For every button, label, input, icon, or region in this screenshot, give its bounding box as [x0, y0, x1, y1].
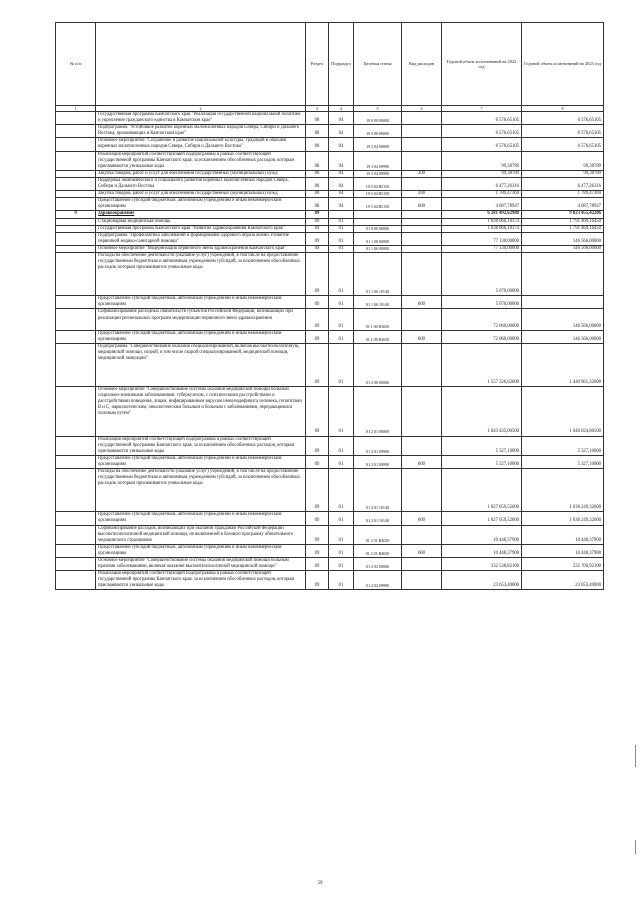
row-expense-type — [402, 252, 442, 295]
table-row — [56, 198, 604, 211]
row-name: Основное мероприятие "Модернизация первичного звена здравоохранения Камчатского края" — [96, 245, 306, 252]
row-name: Реализация мероприятий соответствующей подпрограммы в рамках соответствующей государственной программы Камчатского края, за исключением обособленных расходов, которым присваиваются уникальные коды — [96, 151, 306, 170]
row-amount-2023: 146 566,00000 — [522, 309, 604, 330]
row-name: Софинансирование расходов, возникающих при оказании гражданам Российской Федерации высокотехнологичной медицинской помощи, не включенной в базовую программу обязательного медицинского страхования — [96, 525, 306, 544]
row-amount-2023: 6 576,65105 — [522, 138, 604, 151]
row-amount-2023: 1 046 024,80500 — [522, 387, 604, 436]
row-name: Предоставление субсидий бюджетным, автономным учреждениям и иным некоммерческим организациям — [96, 544, 306, 557]
row-expense-type: 200 — [402, 170, 442, 177]
row-name: Реализация мероприятий соответствующей подпрограммы в рамках соответствующей государственной программы Камчатского края, за исключением обособленных расходов, которым присваиваются уникальные коды — [96, 436, 306, 455]
row-number — [56, 112, 96, 125]
header-amount-2022: Годовой объем ассигнований на 2022 год — [442, 23, 522, 106]
row-razdel: 09 — [306, 571, 329, 590]
row-target-article: 01 2 01 R4020 — [354, 525, 402, 544]
row-podrazdel: 01 — [329, 252, 354, 295]
row-podrazdel: 04 — [329, 191, 354, 198]
row-expense-type: 600 — [402, 296, 442, 309]
row-expense-type — [402, 225, 442, 232]
row-number — [56, 151, 96, 170]
table-row — [56, 309, 604, 330]
row-number — [56, 191, 96, 198]
row-amount-2022: 1 838 066,18374 — [442, 218, 522, 225]
row-number — [56, 232, 96, 245]
row-expense-type — [402, 436, 442, 455]
table-row — [56, 387, 604, 436]
row-razdel: 09 — [306, 211, 329, 218]
row-podrazdel: 01 — [329, 245, 354, 252]
row-podrazdel: 04 — [329, 112, 354, 125]
row-razdel: 09 — [306, 525, 329, 544]
row-amount-2022: 6 576,65105 — [442, 125, 522, 138]
row-amount-2023: 146 566,00000 — [522, 245, 604, 252]
row-target-article: 01 2 01 00000 — [354, 387, 402, 436]
table-row — [56, 469, 604, 512]
row-name: Государственная программа Камчатского края "Реализация государственной национальной политики и укрепление гражданского единства в Камчатском крае" — [96, 112, 306, 125]
row-amount-2023 — [522, 296, 604, 309]
row-name: Закупка товаров, работ и услуг для обеспечения государственных (муниципальных) нужд — [96, 170, 306, 177]
row-target-article: 19 3 04 R5150 — [354, 191, 402, 198]
row-number — [56, 387, 96, 436]
row-amount-2022: 1 043 435,00500 — [442, 387, 522, 436]
column-number: 7 — [442, 106, 522, 112]
row-expense-type: 600 — [402, 544, 442, 557]
row-target-article: 19 3 00 00000 — [354, 125, 402, 138]
row-target-article — [354, 218, 402, 225]
row-target-article: 01 2 00 00000 — [354, 343, 402, 386]
row-number — [56, 296, 96, 309]
row-razdel: 09 — [306, 296, 329, 309]
row-podrazdel: 01 — [329, 469, 354, 512]
row-amount-2022: 72 060,00000 — [442, 309, 522, 330]
row-podrazdel: 04 — [329, 198, 354, 211]
row-podrazdel: 01 — [329, 296, 354, 309]
row-podrazdel: 01 — [329, 525, 354, 544]
row-number — [56, 309, 96, 330]
row-amount-2023: 1 440 961,32600 — [522, 343, 604, 386]
row-name: Расходы на обеспечение деятельности (оказание услуг) учреждений, в том числе на предоставление государственным бюджетным и автономным учреждениям субсидий, за исключением обособленных расходов, которым присваиваются уникальные коды — [96, 469, 306, 512]
table-row — [56, 544, 604, 557]
row-name: Предоставление субсидий бюджетным, автономным учреждениям и иным некоммерческим организациям — [96, 198, 306, 211]
row-amount-2023: 23 653,40000 — [522, 571, 604, 590]
row-expense-type — [402, 138, 442, 151]
row-amount-2022: 1 789,47369 — [442, 191, 522, 198]
row-amount-2022: 6 477,26316 — [442, 177, 522, 190]
row-razdel: 09 — [306, 512, 329, 525]
header-podrazdel: Подраздел — [329, 23, 354, 106]
row-target-article: 19 3 04 R5150 — [354, 177, 402, 190]
page-number: 59 — [317, 881, 323, 886]
row-amount-2023: 5 327,10000 — [522, 436, 604, 455]
row-razdel: 09 — [306, 252, 329, 295]
row-razdel: 09 — [306, 387, 329, 436]
table-row — [56, 177, 604, 190]
row-amount-2023: 146 566,00000 — [522, 232, 604, 245]
row-number — [56, 525, 96, 544]
row-expense-type: 200 — [402, 191, 442, 198]
table-row — [56, 436, 604, 455]
row-amount-2023: 1 030 249,32600 — [522, 512, 604, 525]
header-amount-2023: Годовой объем ассигнований на 2023 год — [522, 23, 604, 106]
row-podrazdel: 04 — [329, 177, 354, 190]
row-amount-2023: 5 327,10000 — [522, 455, 604, 468]
row-target-article: 01 1 06 10140 — [354, 252, 402, 295]
row-podrazdel: 01 — [329, 218, 354, 225]
row-amount-2023: 10 448,37900 — [522, 525, 604, 544]
scan-edge-mark — [635, 840, 636, 854]
table-row — [56, 571, 604, 590]
row-target-article: 01 1 00 00000 — [354, 232, 402, 245]
row-amount-2022: 99,38789 — [442, 151, 522, 170]
row-expense-type: 600 — [402, 198, 442, 211]
row-razdel: 09 — [306, 343, 329, 386]
row-podrazdel: 04 — [329, 138, 354, 151]
row-target-article — [354, 211, 402, 218]
budget-page — [55, 22, 603, 590]
row-number — [56, 198, 96, 211]
row-amount-2022: 10 448,37900 — [442, 544, 522, 557]
row-podrazdel: 04 — [329, 125, 354, 138]
row-name: Реализация мероприятий соответствующей подпрограммы в рамках соответствующей государственной программы Камчатского края, за исключением обособленных расходов, которым присваиваются уникальные коды — [96, 571, 306, 590]
table-row — [56, 138, 604, 151]
row-amount-2022: 77 130,00000 — [442, 245, 522, 252]
row-razdel: 08 — [306, 170, 329, 177]
row-amount-2022: 6 576,65105 — [442, 112, 522, 125]
column-number: 6 — [402, 106, 442, 112]
row-amount-2023: 6 477,26316 — [522, 177, 604, 190]
row-target-article: 01 2 02 00000 — [354, 557, 402, 570]
row-razdel: 09 — [306, 218, 329, 225]
row-target-article: 01 2 01 10140 — [354, 469, 402, 512]
row-expense-type — [402, 218, 442, 225]
row-number — [56, 512, 96, 525]
table-row — [56, 252, 604, 295]
row-number — [56, 225, 96, 232]
row-name: Предоставление субсидий бюджетным, автономным учреждениям и иным некоммерческим организациям — [96, 330, 306, 343]
row-target-article: 01 2 01 R4020 — [354, 544, 402, 557]
table-body — [56, 106, 604, 590]
row-podrazdel: 01 — [329, 330, 354, 343]
row-amount-2022: 4 687,78947 — [442, 198, 522, 211]
row-amount-2022: 6 576,65105 — [442, 138, 522, 151]
row-expense-type — [402, 232, 442, 245]
row-target-article: 19 3 04 00000 — [354, 138, 402, 151]
column-number: 5 — [354, 106, 402, 112]
column-number: 8 — [522, 106, 604, 112]
row-name: Основное мероприятие "Совершенствование системы оказания медицинской помощи больным прочими заболеваниями, включая оказание высокотехнологичной медицинской помощи" — [96, 557, 306, 570]
table-row — [56, 525, 604, 544]
row-razdel: 09 — [306, 557, 329, 570]
row-podrazdel: 01 — [329, 343, 354, 386]
row-expense-type — [402, 387, 442, 436]
row-podrazdel: 01 — [329, 232, 354, 245]
row-number — [56, 170, 96, 177]
row-number — [56, 330, 96, 343]
table-row — [56, 112, 604, 125]
row-podrazdel: 01 — [329, 544, 354, 557]
row-razdel: 08 — [306, 177, 329, 190]
row-razdel: 09 — [306, 544, 329, 557]
row-number — [56, 245, 96, 252]
row-razdel: 08 — [306, 191, 329, 198]
row-expense-type — [402, 571, 442, 590]
column-number: 3 — [306, 106, 329, 112]
row-name: Предоставление субсидий бюджетным, автономным учреждениям и иным некоммерческим организациям — [96, 296, 306, 309]
header-name — [96, 23, 306, 106]
row-podrazdel — [329, 211, 354, 218]
row-podrazdel: 01 — [329, 557, 354, 570]
row-expense-type — [402, 469, 442, 512]
budget-table — [55, 22, 604, 590]
row-name: Закупка товаров, работ и услуг для обеспечения государственных (муниципальных) нужд — [96, 191, 306, 198]
row-name: Подпрограмма "Профилактика заболеваний и формирование здорового образа жизни. Развитие первичной медико-санитарной помощи" — [96, 232, 306, 245]
row-podrazdel: 01 — [329, 455, 354, 468]
row-amount-2023: 10 448,37900 — [522, 544, 604, 557]
table-row — [56, 191, 604, 198]
row-target-article: 01 2 01 09990 — [354, 455, 402, 468]
row-razdel: 09 — [306, 232, 329, 245]
row-name: Основное мероприятие "Сохранение и развитие национальной культуры, традиций и обычаев коренных малочисленных народов Севера, Сибири и Дальнего Востока" — [96, 138, 306, 151]
row-target-article: 19 3 04 R5150 — [354, 198, 402, 211]
row-amount-2022: 23 653,40000 — [442, 571, 522, 590]
row-number — [56, 252, 96, 295]
table-row — [56, 151, 604, 170]
table-row — [56, 125, 604, 138]
table-row — [56, 455, 604, 468]
row-number: 9 — [56, 211, 96, 218]
row-name: Подпрограмма "Совершенствование оказания специализированной, включая высокотехнологичную, медицинской помощи, скорой, в том числе скорой специализированной, медицинской помощи, медицинской эвакуации" — [96, 343, 306, 386]
row-target-article: 01 2 01 10140 — [354, 512, 402, 525]
row-amount-2023: 1 030 249,32600 — [522, 469, 604, 512]
header-num: № п/п — [56, 23, 96, 106]
row-amount-2022: 1 557 326,62600 — [442, 343, 522, 386]
row-amount-2023: 1 791 469,16450 — [522, 225, 604, 232]
row-podrazdel: 01 — [329, 309, 354, 330]
row-podrazdel: 01 — [329, 571, 354, 590]
row-podrazdel: 01 — [329, 436, 354, 455]
row-razdel: 09 — [306, 245, 329, 252]
row-target-article: 01 2 01 09990 — [354, 436, 402, 455]
row-number — [56, 436, 96, 455]
row-name: Основное мероприятие "Совершенствование системы оказания медицинской помощи больным социально-значимыми заболеваниями: туберкулезом, с психическими расстройствами и расстройствами поведения, лицам, инфицированным вирусом иммунодефицита человека, гепатитами В и С, наркологическим, онкологическим больным и больным с заболеваниями, передающимися половым путем" — [96, 387, 306, 436]
row-razdel: 08 — [306, 112, 329, 125]
row-target-article: 01 1 06 10140 — [354, 296, 402, 309]
row-amount-2023: 1 791 469,16450 — [522, 218, 604, 225]
row-razdel: 09 — [306, 330, 329, 343]
row-podrazdel: 01 — [329, 387, 354, 436]
header-expense-type: Вид расходов — [402, 23, 442, 106]
row-name: Предоставление субсидий бюджетным, автономным учреждениям и иным некоммерческим организациям — [96, 512, 306, 525]
row-name: Софинансирование расходных обязательств субъектов Российской Федерации, возникающих при реализации региональных программ модернизации первичного звена здравоохранения — [96, 309, 306, 330]
row-name: Предоставление субсидий бюджетным, автономным учреждениям и иным некоммерческим организациям — [96, 455, 306, 468]
row-expense-type — [402, 557, 442, 570]
row-podrazdel: 04 — [329, 151, 354, 170]
row-amount-2023: 1 789,47369 — [522, 191, 604, 198]
column-number: 1 — [56, 106, 96, 112]
row-razdel: 09 — [306, 309, 329, 330]
row-name: Здравоохранение — [96, 211, 306, 218]
row-amount-2022: 5 327,10000 — [442, 455, 522, 468]
row-podrazdel: 01 — [329, 225, 354, 232]
scan-edge-mark — [635, 745, 636, 767]
row-razdel: 09 — [306, 225, 329, 232]
row-expense-type — [402, 125, 442, 138]
row-amount-2023: 9 823 455,42206 — [522, 211, 604, 218]
row-expense-type — [402, 309, 442, 330]
row-name: Расходы на обеспечение деятельности (оказание услуг) учреждений, в том числе на предоставление государственным бюджетным и автономным учреждениям субсидий, за исключением обособленных расходов, которым присваиваются уникальные коды — [96, 252, 306, 295]
row-amount-2022: 1 027 659,52600 — [442, 469, 522, 512]
row-number — [56, 125, 96, 138]
row-number — [56, 177, 96, 190]
row-amount-2023: 6 576,65105 — [522, 112, 604, 125]
row-number — [56, 138, 96, 151]
row-number — [56, 343, 96, 386]
row-amount-2022: 10 448,37900 — [442, 525, 522, 544]
row-expense-type — [402, 151, 442, 170]
table-row — [56, 225, 604, 232]
row-amount-2023: 146 566,00000 — [522, 330, 604, 343]
row-name: Государственная программа Камчатского края "Развитие здравоохранения Камчатского края" — [96, 225, 306, 232]
row-razdel: 08 — [306, 198, 329, 211]
row-target-article: 01 2 02 09990 — [354, 571, 402, 590]
row-podrazdel: 04 — [329, 170, 354, 177]
row-number — [56, 469, 96, 512]
row-amount-2023: 99,38789 — [522, 151, 604, 170]
row-amount-2022: 1 838 066,18374 — [442, 225, 522, 232]
row-amount-2023: 99,38789 — [522, 170, 604, 177]
row-amount-2023 — [522, 252, 604, 295]
table-row — [56, 170, 604, 177]
table-row — [56, 211, 604, 218]
row-amount-2022: 72 060,00000 — [442, 330, 522, 343]
header-target-article: Целевая статья — [354, 23, 402, 106]
row-expense-type: 600 — [402, 512, 442, 525]
row-expense-type — [402, 112, 442, 125]
row-expense-type — [402, 343, 442, 386]
row-target-article: 01 1 06 00000 — [354, 245, 402, 252]
row-amount-2022: 5 070,00000 — [442, 296, 522, 309]
table-row — [56, 512, 604, 525]
table-row — [56, 557, 604, 570]
table-row — [56, 330, 604, 343]
row-amount-2022: 332 538,82100 — [442, 557, 522, 570]
table-row — [56, 245, 604, 252]
column-number: 2 — [96, 106, 306, 112]
header-row — [56, 23, 604, 106]
row-amount-2023: 4 687,78947 — [522, 198, 604, 211]
row-name: Поддержка экономического и социального развития коренных малочисленных народов Севера, Сибири и Дальнего Востока — [96, 177, 306, 190]
row-podrazdel: 01 — [329, 512, 354, 525]
row-amount-2022: 77 130,00000 — [442, 232, 522, 245]
row-amount-2022: 99,38789 — [442, 170, 522, 177]
row-razdel: 08 — [306, 151, 329, 170]
row-amount-2022: 5 070,00000 — [442, 252, 522, 295]
row-expense-type — [402, 525, 442, 544]
column-number: 4 — [329, 106, 354, 112]
row-target-article: 19 3 04 09990 — [354, 151, 402, 170]
header-razdel: Раздел — [306, 23, 329, 106]
row-amount-2023: 335 700,92100 — [522, 557, 604, 570]
row-name: Подпрограмма "Устойчивое развитие коренных малочисленных народов Севера, Сибири и Дальнего Востока, проживающих в Камчатском крае" — [96, 125, 306, 138]
row-number — [56, 557, 96, 570]
row-number — [56, 544, 96, 557]
row-target-article: 01 0 00 00000 — [354, 225, 402, 232]
row-razdel: 09 — [306, 469, 329, 512]
row-number — [56, 571, 96, 590]
row-razdel: 09 — [306, 455, 329, 468]
row-number — [56, 218, 96, 225]
row-expense-type — [402, 211, 442, 218]
table-row — [56, 343, 604, 386]
row-amount-2023: 6 576,65105 — [522, 125, 604, 138]
row-expense-type — [402, 177, 442, 190]
row-expense-type — [402, 245, 442, 252]
row-expense-type: 600 — [402, 455, 442, 468]
table-row — [56, 296, 604, 309]
row-target-article: 19 3 04 09990 — [354, 170, 402, 177]
row-number — [56, 455, 96, 468]
row-amount-2022: 1 027 659,52600 — [442, 512, 522, 525]
row-expense-type: 600 — [402, 330, 442, 343]
table-row — [56, 218, 604, 225]
row-target-article: 01 1 06 R3650 — [354, 309, 402, 330]
row-razdel: 08 — [306, 125, 329, 138]
row-target-article: 19 0 00 00000 — [354, 112, 402, 125]
row-name: Стационарная медицинская помощь — [96, 218, 306, 225]
row-amount-2022: 6 281 492,62988 — [442, 211, 522, 218]
row-razdel: 09 — [306, 436, 329, 455]
table-row — [56, 232, 604, 245]
row-razdel: 08 — [306, 138, 329, 151]
row-amount-2022: 5 327,10000 — [442, 436, 522, 455]
row-target-article: 01 1 06 R3650 — [354, 330, 402, 343]
